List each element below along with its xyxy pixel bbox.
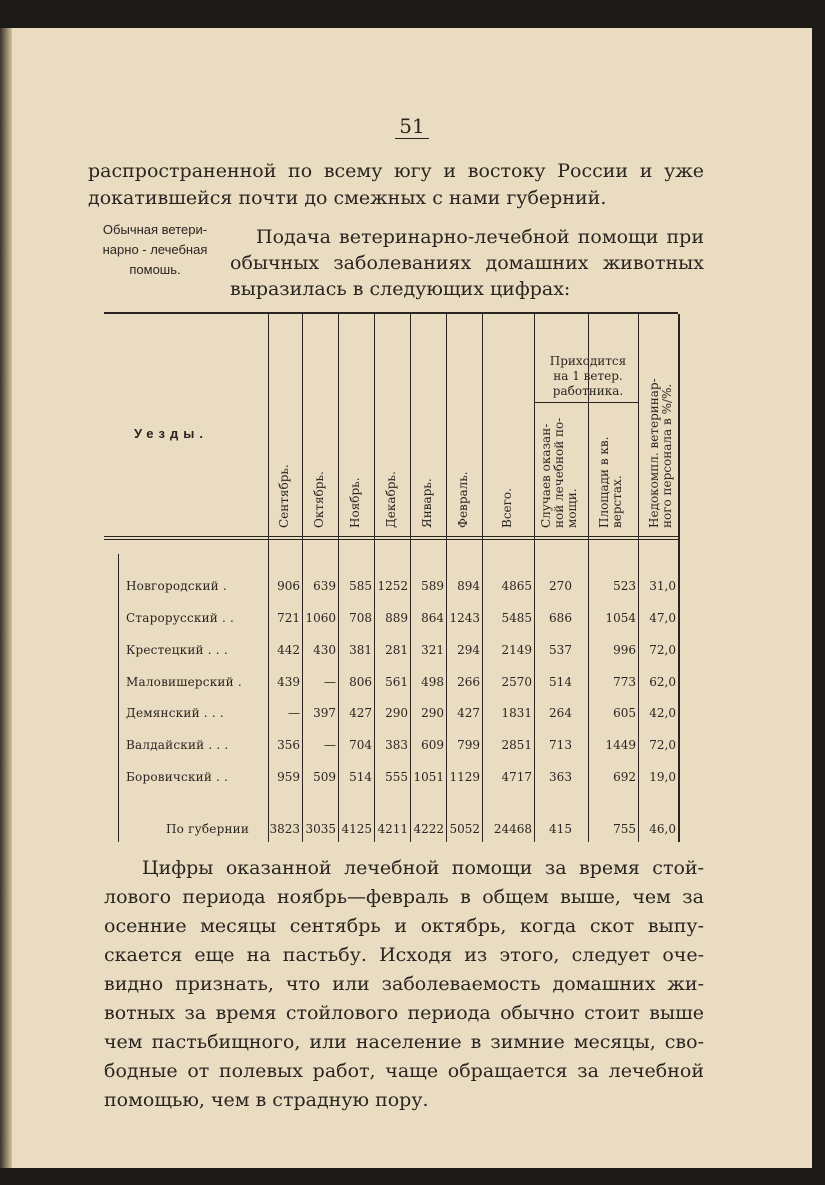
table-cell: 439 (277, 675, 300, 689)
table-cell: 264 (549, 706, 572, 720)
paragraph-2-line: скается еще на пастьбу. Исходя из этого, следует оче- (104, 944, 704, 966)
table-cell: 4865 (501, 579, 532, 593)
table-cell: 806 (349, 675, 372, 689)
cases-per-worker-header: Случаев оказан- ной лечебной по- мощи. (539, 417, 579, 528)
statistics-table (104, 312, 678, 842)
table-cell: 894 (457, 579, 480, 593)
paragraph-2 (104, 854, 704, 1115)
total-cell: 24468 (493, 822, 532, 836)
total-row-name: По губернии (166, 822, 250, 836)
table-cell: 42,0 (649, 706, 676, 720)
table-left-rule (118, 554, 119, 842)
staff-shortage-header: Недокомпл. ветеринар- ного персонала в %/%. (647, 378, 674, 528)
paragraph-2-line: лового периода ноябрь—февраль в общем выше, чем за (104, 886, 704, 908)
table-cell: 31,0 (649, 579, 676, 593)
paragraph-1 (88, 158, 704, 212)
table-cell: 356 (277, 738, 300, 752)
table-cell: 270 (549, 579, 572, 593)
uezd-header: Уезды. (134, 426, 208, 441)
table-cell: 514 (349, 770, 372, 784)
table-cell: 19,0 (649, 770, 676, 784)
row-name: Демянский . . . (126, 706, 224, 720)
area-per-worker-header: Площади в кв. верстах. (597, 436, 624, 528)
table-cell: 773 (613, 675, 636, 689)
table-cell: 47,0 (649, 611, 676, 625)
table-cell: 5485 (501, 611, 532, 625)
group-header-rule (534, 402, 638, 403)
table-column-rule (482, 314, 483, 842)
table-cell: 864 (421, 611, 444, 625)
intro-line: выразилась в следующих цифрах: (230, 278, 571, 300)
table-cell: 959 (277, 770, 300, 784)
row-name: Маловишерский . (126, 675, 242, 689)
table-cell: 523 (613, 579, 636, 593)
row-name: Валдайский . . . (126, 738, 229, 752)
table-cell: 1243 (449, 611, 480, 625)
table-column-rule (638, 314, 639, 842)
table-cell: 585 (349, 579, 372, 593)
row-name: Крестецкий . . . (126, 643, 228, 657)
paragraph-1-line: распространенной по всему югу и востоку России и уже (88, 160, 704, 182)
book-page (12, 28, 812, 1168)
table-cell: 427 (457, 706, 480, 720)
paragraph-2-line: видно признать, что или заболеваемость домашних жи- (104, 973, 704, 995)
intro-line: обычных заболеваниях домашних животных (230, 252, 704, 274)
month-header: Ноябрь. (348, 477, 362, 528)
table-column-rule (588, 314, 589, 842)
group-header-line: работника. (552, 384, 624, 398)
margin-note-line: помошь. (129, 262, 181, 277)
table-cell: 397 (313, 706, 336, 720)
table-column-rule (534, 314, 535, 842)
table-cell: — (324, 675, 336, 689)
paragraph-2-line: вотных за время стойлового периода обычно стоит выше (104, 1002, 704, 1024)
table-cell: 321 (421, 643, 444, 657)
table-cell: 72,0 (649, 738, 676, 752)
table-cell: 1051 (413, 770, 444, 784)
table-cell: 290 (385, 706, 408, 720)
table-cell: 686 (549, 611, 572, 625)
table-cell: 442 (277, 643, 300, 657)
table-cell: 713 (549, 738, 572, 752)
table-cell: 639 (313, 579, 336, 593)
table-cell: 294 (457, 643, 480, 657)
table-cell: 383 (385, 738, 408, 752)
table-cell: 363 (549, 770, 572, 784)
table-cell: 561 (385, 675, 408, 689)
total-cell: 4222 (413, 822, 444, 836)
table-cell: 537 (549, 643, 572, 657)
margin-note (70, 220, 240, 280)
month-header: Декабрь. (384, 471, 398, 528)
month-header: Всего. (500, 488, 514, 528)
table-cell: 2149 (501, 643, 532, 657)
intro-paragraph (230, 224, 704, 302)
table-cell: 1060 (305, 611, 336, 625)
table-column-rule (302, 314, 303, 842)
total-cell: 3035 (305, 822, 336, 836)
table-cell: 721 (277, 611, 300, 625)
table-cell: 555 (385, 770, 408, 784)
table-cell: 509 (313, 770, 336, 784)
table-cell: 281 (385, 643, 408, 657)
table-cell: 430 (313, 643, 336, 657)
header-rule (104, 539, 678, 540)
paragraph-2-line: чем пастьбищного, или население в зимние месяцы, сво- (104, 1031, 704, 1053)
total-cell: 415 (549, 822, 572, 836)
row-name: Новгородский . (126, 579, 227, 593)
total-cell: 5052 (449, 822, 480, 836)
total-cell: 3823 (269, 822, 300, 836)
table-cell: 589 (421, 579, 444, 593)
month-header: Сентябрь. (277, 464, 291, 528)
intro-line: Подача ветеринарно-лечебной помощи при (256, 226, 704, 248)
table-cell: 2570 (501, 675, 532, 689)
total-cell: 46,0 (649, 822, 676, 836)
table-cell: 62,0 (649, 675, 676, 689)
paragraph-2-line: осенние месяцы сентябрь и октябрь, когда скот выпу- (104, 915, 704, 937)
total-cell: 4211 (377, 822, 408, 836)
table-cell: 1449 (605, 738, 636, 752)
margin-note-line: Обычная ветери- (102, 222, 208, 237)
group-header-line: на 1 ветер. (553, 369, 623, 383)
table-cell: 266 (457, 675, 480, 689)
margin-note-line: нарно - лечебная (102, 242, 208, 257)
table-column-rule (446, 314, 447, 842)
table-cell: 2851 (501, 738, 532, 752)
paragraph-2-line: помощью, чем в страдную пору. (104, 1089, 429, 1111)
table-cell: 906 (277, 579, 300, 593)
table-cell: 692 (613, 770, 636, 784)
total-cell: 755 (613, 822, 636, 836)
table-cell: — (324, 738, 336, 752)
page-number: 51 (12, 114, 812, 138)
table-cell: 514 (549, 675, 572, 689)
table-cell: 889 (385, 611, 408, 625)
row-name: Боровичский . . (126, 770, 229, 784)
table-column-rule (268, 314, 269, 842)
table-cell: 605 (613, 706, 636, 720)
table-column-rule (410, 314, 411, 842)
table-cell: 4717 (501, 770, 532, 784)
table-cell: 704 (349, 738, 372, 752)
table-cell: 1831 (501, 706, 532, 720)
table-cell: 498 (421, 675, 444, 689)
row-name: Старорусский . . (126, 611, 235, 625)
table-cell: 1129 (449, 770, 480, 784)
paragraph-1-line: докатившейся почти до смежных с нами губерний. (88, 187, 607, 209)
table-cell: 72,0 (649, 643, 676, 657)
table-column-rule (374, 314, 375, 842)
total-cell: 4125 (341, 822, 372, 836)
table-right-rule (678, 314, 680, 842)
table-cell: 1054 (605, 611, 636, 625)
table-cell: 609 (421, 738, 444, 752)
table-cell: 996 (613, 643, 636, 657)
table-cell: 708 (349, 611, 372, 625)
group-header-line: Приходится (549, 354, 627, 368)
table-cell: 427 (349, 706, 372, 720)
paragraph-2-line: Цифры оказанной лечебной помощи за время стой- (142, 857, 704, 879)
table-cell: 799 (457, 738, 480, 752)
month-header: Январь. (420, 478, 434, 528)
paragraph-2-line: бодные от полевых работ, чаще обращается за лечебной (104, 1060, 704, 1082)
month-header: Октябрь. (312, 471, 326, 528)
table-cell: 290 (421, 706, 444, 720)
table-column-rule (338, 314, 339, 842)
table-cell: — (288, 706, 300, 720)
table-cell: 381 (349, 643, 372, 657)
month-header: Февраль. (456, 471, 470, 528)
table-cell: 1252 (377, 579, 408, 593)
header-rule (104, 536, 678, 537)
